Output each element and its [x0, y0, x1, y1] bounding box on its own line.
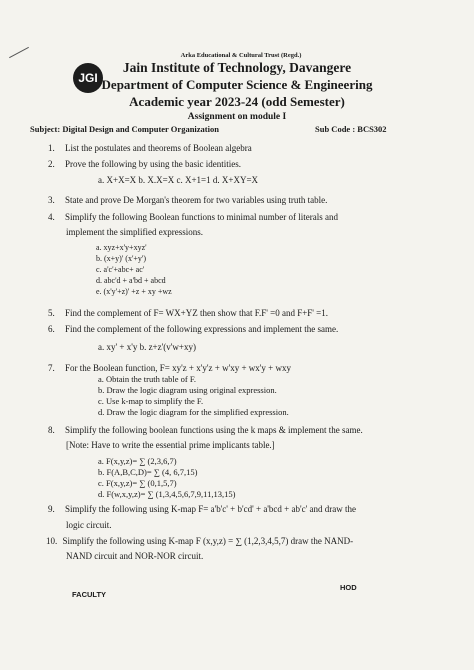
question-8-note: [Note: Have to write the essential prime implicants table.]	[66, 440, 275, 450]
q8-item-d: d. F(w,x,y,z)= ∑ (1,3,4,5,6,7,9,11,13,15)	[98, 489, 236, 499]
question-5	[48, 307, 328, 319]
question-text: Find the complement of the following expressions and implement the same.	[65, 324, 339, 334]
q7-item-c: c. Use k-map to simplify the F.	[98, 396, 204, 406]
faculty-label: FACULTY	[72, 590, 107, 599]
question-number: 8.	[48, 425, 55, 435]
hod-label: HOD	[340, 583, 357, 592]
q4-item-c: c. a'c'+abc+ ac'	[96, 265, 145, 274]
question-1	[48, 142, 252, 154]
question-text: Simplify the following using K-map F (x,y,z) = ∑ (1,2,3,4,5,7) draw the NAND-	[62, 536, 354, 546]
question-4-continued: implement the simplified expressions.	[66, 227, 203, 237]
question-text: State and prove De Morgan's theorem for two variables using truth table.	[65, 195, 328, 205]
trust-name: Arka Educational & Cultural Trust (Regd.)	[180, 52, 302, 59]
question-text: Simplify the following boolean functions using the k maps & implement the same.	[65, 425, 363, 435]
question-text: List the postulates and theorems of Boolean algebra	[65, 143, 252, 153]
q8-item-b: b. F(A,B,C,D)= ∑ (4, 6,7,15)	[98, 467, 198, 477]
assignment-title: Assignment on module I	[187, 112, 287, 122]
question-10	[46, 535, 353, 547]
question-text: Find the complement of F= WX+YZ then show that F.F' =0 and F+F' =1.	[65, 308, 328, 318]
question-number: 2.	[48, 159, 55, 169]
q4-item-b: b. (x+y)' (x'+y')	[96, 254, 147, 263]
page-header	[0, 52, 474, 122]
subject-row	[30, 124, 450, 134]
question-number: 7.	[48, 363, 55, 373]
question-text: Prove the following by using the basic identities.	[65, 159, 241, 169]
question-6-parts: a. xy' + x'y b. z+z'(v'w+xy)	[98, 342, 196, 352]
department-name: Department of Computer Science & Engineering	[101, 77, 373, 92]
q7-item-d: d. Draw the logic diagram for the simplified expression.	[98, 407, 289, 417]
question-number: 3.	[48, 195, 55, 205]
question-2	[48, 158, 241, 170]
question-text: Simplify the following using K-map F= a'b'c' + b'cd' + a'bcd + ab'c' and draw the	[65, 504, 356, 514]
question-number: 10.	[46, 536, 58, 546]
question-4	[48, 211, 338, 223]
q8-item-c: c. F(x,y,z)= ∑ (0,1,5,7)	[98, 478, 177, 488]
question-3	[48, 194, 327, 206]
subject-label: Subject: Digital Design and Computer Organization	[30, 124, 219, 134]
q4-item-d: d. abc'd + a'bd + abcd	[96, 276, 166, 285]
subject-code: Sub Code : BCS302	[315, 124, 387, 134]
question-number: 4.	[48, 212, 55, 222]
q7-item-b: b. Draw the logic diagram using original expression.	[98, 385, 277, 395]
question-6	[48, 323, 338, 335]
question-text: Simplify the following Boolean functions to minimal number of literals and	[65, 212, 338, 222]
question-9-continued: logic circuit.	[66, 520, 112, 530]
question-number: 1.	[48, 143, 55, 153]
q4-item-e: e. (x'y'+z)' +z + xy +wz	[96, 287, 172, 296]
college-logo: JGI	[73, 63, 103, 93]
question-number: 5.	[48, 308, 55, 318]
question-10-continued: NAND circuit and NOR-NOR circuit.	[66, 551, 204, 561]
question-number: 6.	[48, 324, 55, 334]
question-text: For the Boolean function, F= xy'z + x'y'z + w'xy + wx'y + wxy	[65, 363, 291, 373]
question-7	[48, 362, 291, 374]
q8-item-a: a. F(x,y,z)= ∑ (2,3,6,7)	[98, 456, 177, 466]
question-9	[48, 503, 356, 515]
question-2-parts: a. X+X=X b. X.X=X c. X+1=1 d. X+XY=X	[98, 175, 259, 185]
q4-item-a: a. xyz+x'y+xyz'	[96, 243, 147, 252]
institute-name: Jain Institute of Technology, Davangere	[122, 60, 352, 75]
q7-item-a: a. Obtain the truth table of F.	[98, 374, 196, 384]
question-8	[48, 424, 363, 436]
question-number: 9.	[48, 504, 55, 514]
academic-year: Academic year 2023-24 (odd Semester)	[129, 94, 345, 109]
